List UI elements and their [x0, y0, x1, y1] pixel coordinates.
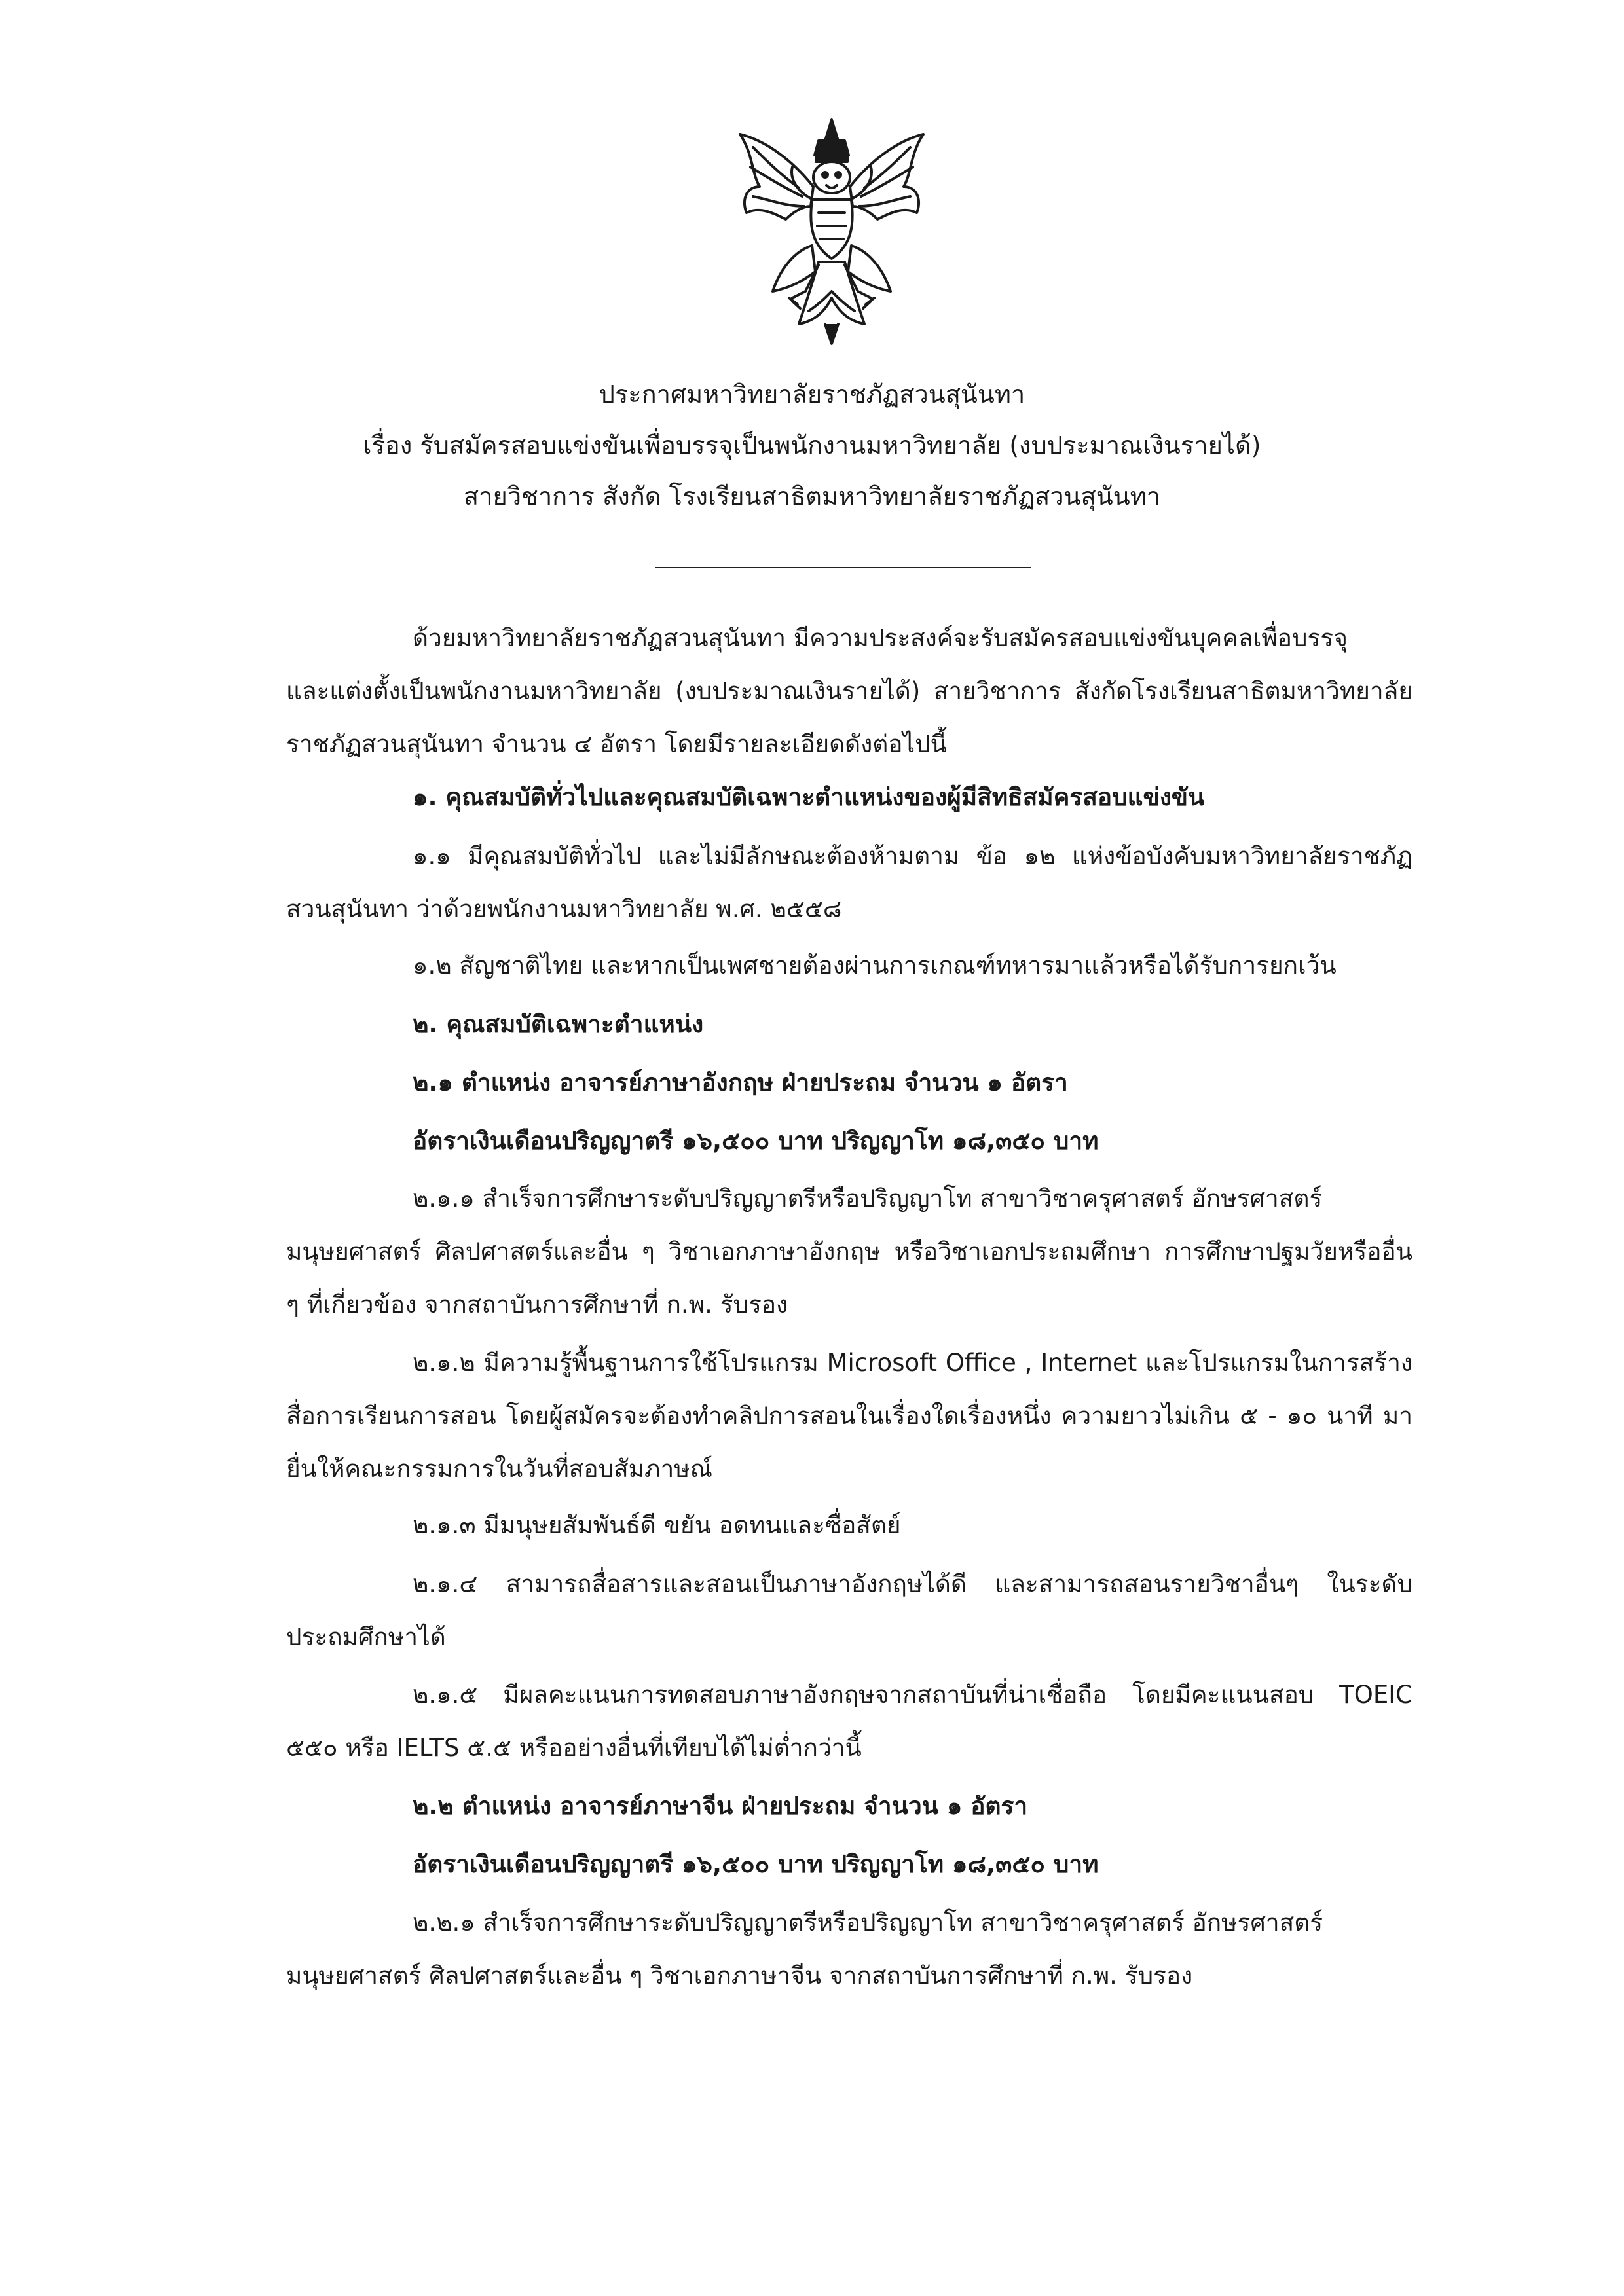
announcement-subject-line1: เรื่อง รับสมัครสอบแข่งขันเพื่อบรรจุเป็นพนักงานมหาวิทยาลัย (งบประมาณเงินรายได้) [363, 431, 1261, 460]
item-2-1-2-line1: ๒.๑.๒ มีความรู้พื้นฐานการใช้โปรแกรม Microsoft Office , Internet และโปรแกรมในการสร้าง [413, 1349, 1412, 1377]
item-2-1-5-line1: ๒.๑.๕ มีผลคะแนนการทดสอบภาษาอังกฤษจากสถาบันที่น่าเชื่อถือ โดยมีคะแนนสอบ TOEIC [413, 1681, 1412, 1709]
position1-title: ๒.๑ ตำแหน่ง อาจารย์ภาษาอังกฤษ ฝ่ายประถม จำนวน ๑ อัตรา [413, 1068, 1068, 1097]
intro-line2: และแต่งตั้งเป็นพนักงานมหาวิทยาลัย (งบประมาณเงินรายได้) สายวิชาการ สังกัดโรงเรียนสาธิตมหาวิทยาลัย [286, 677, 1412, 705]
item-1-2: ๑.๒ สัญชาติไทย และหากเป็นเพศชายต้องผ่านการเกณฑ์ทหารมาแล้วหรือได้รับการยกเว้น [413, 951, 1337, 979]
intro-line3: ราชภัฏสวนสุนันทา จำนวน ๔ อัตรา โดยมีรายละเอียดดังต่อไปนี้ [286, 730, 947, 758]
item-2-2-1-line1: ๒.๒.๑ สำเร็จการศึกษาระดับปริญญาตรีหรือปริญญาโท สาขาวิชาครุศาสตร์ อักษรศาสตร์ [413, 1908, 1323, 1937]
garuda-emblem-icon [727, 115, 936, 350]
section2-heading: ๒. คุณสมบัติเฉพาะตำแหน่ง [413, 1010, 704, 1038]
announcement-title: ประกาศมหาวิทยาลัยราชภัฏสวนสุนันทา [599, 380, 1025, 409]
item-2-1-3: ๒.๑.๓ มีมนุษยสัมพันธ์ดี ขยัน อดทนและซื่อสัตย์ [413, 1511, 901, 1539]
section1-heading: ๑. คุณสมบัติทั่วไปและคุณสมบัติเฉพาะตำแหน่งของผู้มีสิทธิสมัครสอบแข่งขัน [413, 783, 1205, 811]
item-2-2-1-line2: มนุษยศาสตร์ ศิลปศาสตร์และอื่น ๆ วิชาเอกภาษาจีน จากสถาบันการศึกษาที่ ก.พ. รับรอง [286, 1961, 1193, 1990]
item-2-1-2-line3: ยื่นให้คณะกรรมการในวันที่สอบสัมภาษณ์ [286, 1455, 712, 1483]
announcement-subject-line2: สายวิชาการ สังกัด โรงเรียนสาธิตมหาวิทยาลัยราชภัฏสวนสุนันทา [463, 482, 1161, 511]
item-2-1-1-line3: ๆ ที่เกี่ยวข้อง จากสถาบันการศึกษาที่ ก.พ. รับรอง [286, 1290, 788, 1319]
item-2-1-4-line1: ๒.๑.๔ สามารถสื่อสารและสอนเป็นภาษาอังกฤษได้ดี และสามารถสอนรายวิชาอื่นๆ ในระดับ [413, 1570, 1412, 1598]
position2-title: ๒.๒ ตำแหน่ง อาจารย์ภาษาจีน ฝ่ายประถม จำนวน ๑ อัตรา [413, 1792, 1028, 1820]
item-2-1-5-line2: ๕๕๐ หรือ IELTS ๕.๕ หรืออย่างอื่นที่เทียบได้ไม่ต่ำกว่านี้ [286, 1734, 862, 1762]
position2-salary: อัตราเงินเดือนปริญญาตรี ๑๖,๕๐๐ บาท ปริญญาโท ๑๘,๓๕๐ บาท [413, 1850, 1099, 1878]
item-2-1-1-line2: มนุษยศาสตร์ ศิลปศาสตร์และอื่น ๆ วิชาเอกภาษาอังกฤษ หรือวิชาเอกประถมศึกษา การศึกษาปฐมวัยหรืออื่น [286, 1237, 1412, 1266]
item-2-1-2-line2: สื่อการเรียนการสอน โดยผู้สมัครจะต้องทำคลิปการสอนในเรื่องใดเรื่องหนึ่ง ความยาวไม่เกิน ๕ - ๑๐ นาที มา [286, 1402, 1412, 1430]
item-2-1-4-line2: ประถมศึกษาได้ [286, 1623, 446, 1651]
intro-line1: ด้วยมหาวิทยาลัยราชภัฏสวนสุนันทา มีความประสงค์จะรับสมัครสอบแข่งขันบุคคลเพื่อบรรจุ [413, 624, 1348, 652]
header-divider [655, 567, 1031, 568]
item-1-1-line1: ๑.๑ มีคุณสมบัติทั่วไป และไม่มีลักษณะต้องห้ามตาม ข้อ ๑๒ แห่งข้อบังคับมหาวิทยาลัยราชภัฏ [413, 842, 1412, 870]
position1-salary: อัตราเงินเดือนปริญญาตรี ๑๖,๕๐๐ บาท ปริญญาโท ๑๘,๓๕๐ บาท [413, 1127, 1099, 1155]
item-2-1-1-line1: ๒.๑.๑ สำเร็จการศึกษาระดับปริญญาตรีหรือปริญญาโท สาขาวิชาครุศาสตร์ อักษรศาสตร์ [413, 1184, 1323, 1212]
item-1-1-line2: สวนสุนันทา ว่าด้วยพนักงานมหาวิทยาลัย พ.ศ. ๒๕๕๘ [286, 895, 842, 923]
